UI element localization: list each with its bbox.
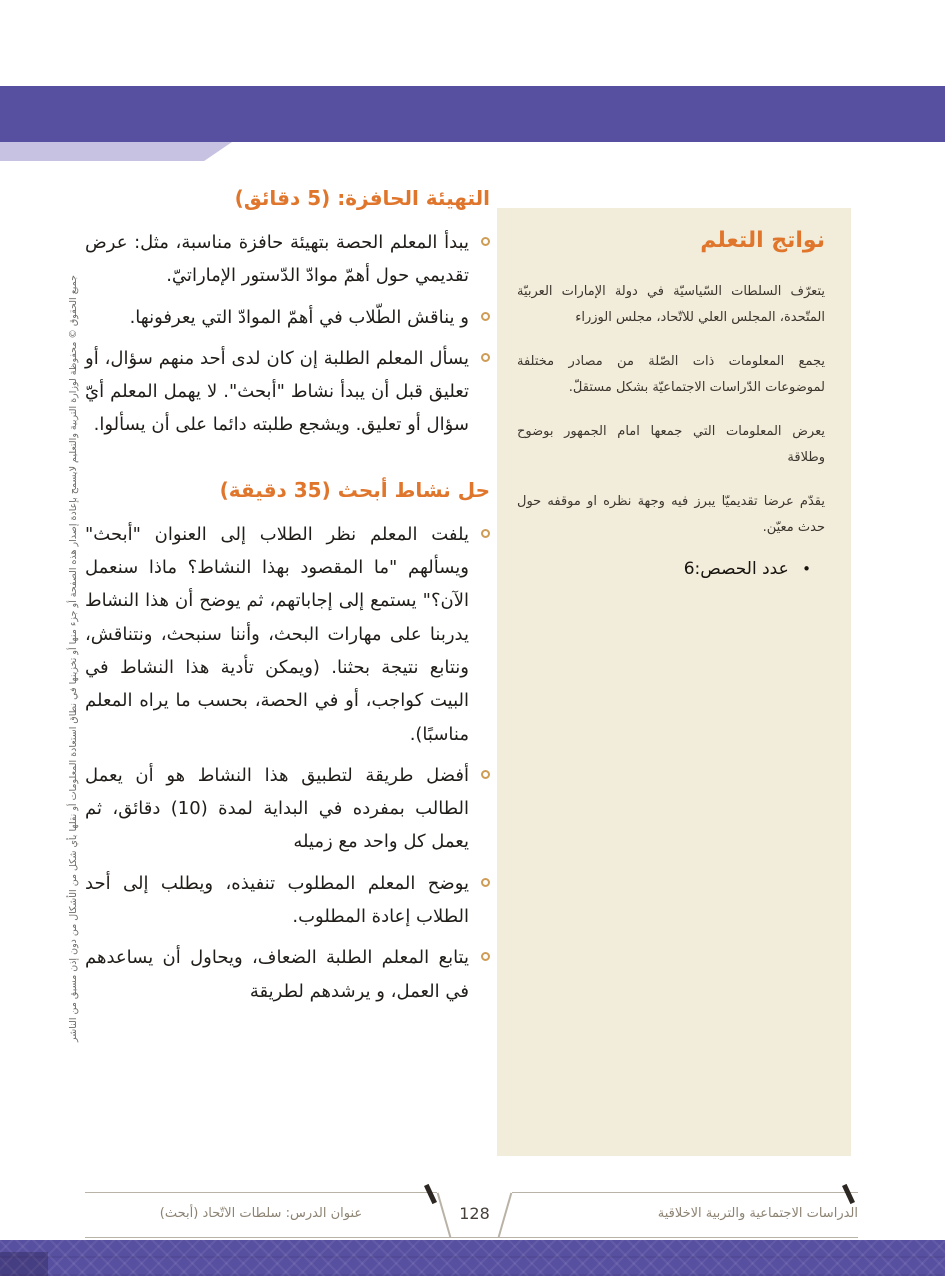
learning-outcome-item: يقدّم عرضا تقديميّا يبرز فيه وجهة نظره او موقفه حول حدث معيّن. [517,494,825,535]
ring-bullet-icon [481,952,490,961]
ring-bullet-icon [481,529,490,538]
learning-outcome-item: يجمع المعلومات ذات الصّلة من مصادر مختلفة لموضوعات الدّراسات الاجتماعيّة بشكل مستقلّ. [517,354,825,395]
learning-outcomes-panel [497,208,851,1156]
bullet-text: يوضح المعلم المطلوب تنفيذه، ويطلب إلى أحد الطلاب إعادة المطلوب. [85,872,469,928]
bullet-item [85,759,490,859]
section-warmup [85,186,490,442]
learning-outcome-item: يتعرّف السلطات السّياسيّة في دولة الإمارات العربيّة المتّحدة، المجلس العلي للاتّحاد، مجلس الوزراء [517,284,825,325]
bullet-item [85,226,490,293]
bullet-text: يلفت المعلم نظر الطلاب إلى العنوان "أبحث" ويسألهم "ما المقصود بهذا النشاط؟ ماذا سنعمل الآن؟" يستمع إلى إجاباتهم، ثم يوضح أن هذا النشاط يدربنا على مهارات البحث، وأننا سنبحث، ونتناقش، ونتابع نتيجة بحثنا. (ويمكن تأدية هذا النشاط في البيت كواجب، أو في الحصة، بحسب ما يراه المعلم مناسبًا). [85,523,469,745]
bullet-item [85,301,490,334]
ring-bullet-icon [481,312,490,321]
learning-outcome-item: يعرض المعلومات التي جمعها امام الجمهور بوضوح وطلاقة [517,424,825,465]
ring-bullet-icon [481,237,490,246]
bottom-band-corner-shape [0,1252,48,1276]
footer-rule-bottom [85,1237,858,1238]
lesson-body [85,186,490,1016]
section-warmup-heading: التهيئة الحافزة: (5 دقائق) [234,186,490,210]
ring-bullet-icon [481,878,490,887]
section-activity-heading: حل نشاط أبحث (35 دقيقة) [219,477,490,502]
bottom-decorative-band [0,1240,945,1276]
bullet-text: و يناقش الطّلاب في أهمّ الموادّ التي يعرفونها. [129,306,469,328]
lessons-count-label: عدد الحصص:6 [683,559,789,579]
bullet-item [85,518,490,751]
ring-bullet-icon [481,353,490,362]
top-band-accent-shape [0,142,232,161]
bullet-item [85,342,490,442]
bullet-text: أفضل طريقة لتطبيق هذا النشاط هو أن يعمل الطالب بمفرده في البداية لمدة (10) دقائق، ثم يعمل كل واحد مع زميله [85,764,470,853]
bullet-item [85,867,490,934]
bullet-text: يتابع المعلم الطلبة الضعاف، ويحاول أن يساعدهم في العمل، و يرشدهم لطريقة [85,947,469,1002]
lessons-count [517,559,825,579]
section-activity [85,478,490,1008]
footer-lesson-title: عنوان الدرس: سلطات الاتّحاد (أبحث) [159,1206,363,1221]
bullet-item [85,941,490,1008]
copyright-notice: جميع الحقوق © محفوظة لوزارة التربية والتعليم لايسمح بإعادة إصدار هذه الصفحة أو جزء منها أو تخزينها في نطاق استعادة المعلومات أو نقلها بأي شكل من الأشكال من دون إذن مسبق من الناشر [68,275,79,1042]
footer-rule-top-left [85,1192,437,1193]
footer-rule-top-right [512,1192,858,1193]
page-number: 128 [459,1204,490,1223]
dot-bullet-icon: • [802,560,811,578]
bullet-text: يبدأ المعلم الحصة بتهيئة حافزة مناسبة، مثل: عرض تقديمي حول أهمّ موادّ الدّستور الإماراتيّ. [85,232,469,287]
ring-bullet-icon [481,770,490,779]
footer-subject-title: الدراسات الاجتماعية والتربية الاخلاقية [657,1206,858,1221]
footer-tick-mark-left [424,1184,437,1204]
learning-outcomes-heading: نواتج التعلم [700,228,825,253]
top-decorative-band [0,86,945,142]
bullet-text: يسأل المعلم الطلبة إن كان لدى أحد منهم سؤال، أو تعليق قبل أن يبدأ نشاط "أبحث". لا يهمل المعلم أيّ سؤال أو تعليق. ويشجع طلبته دائما على أن يسألوا. [85,347,469,436]
footer-tick-mark-right [842,1184,855,1204]
